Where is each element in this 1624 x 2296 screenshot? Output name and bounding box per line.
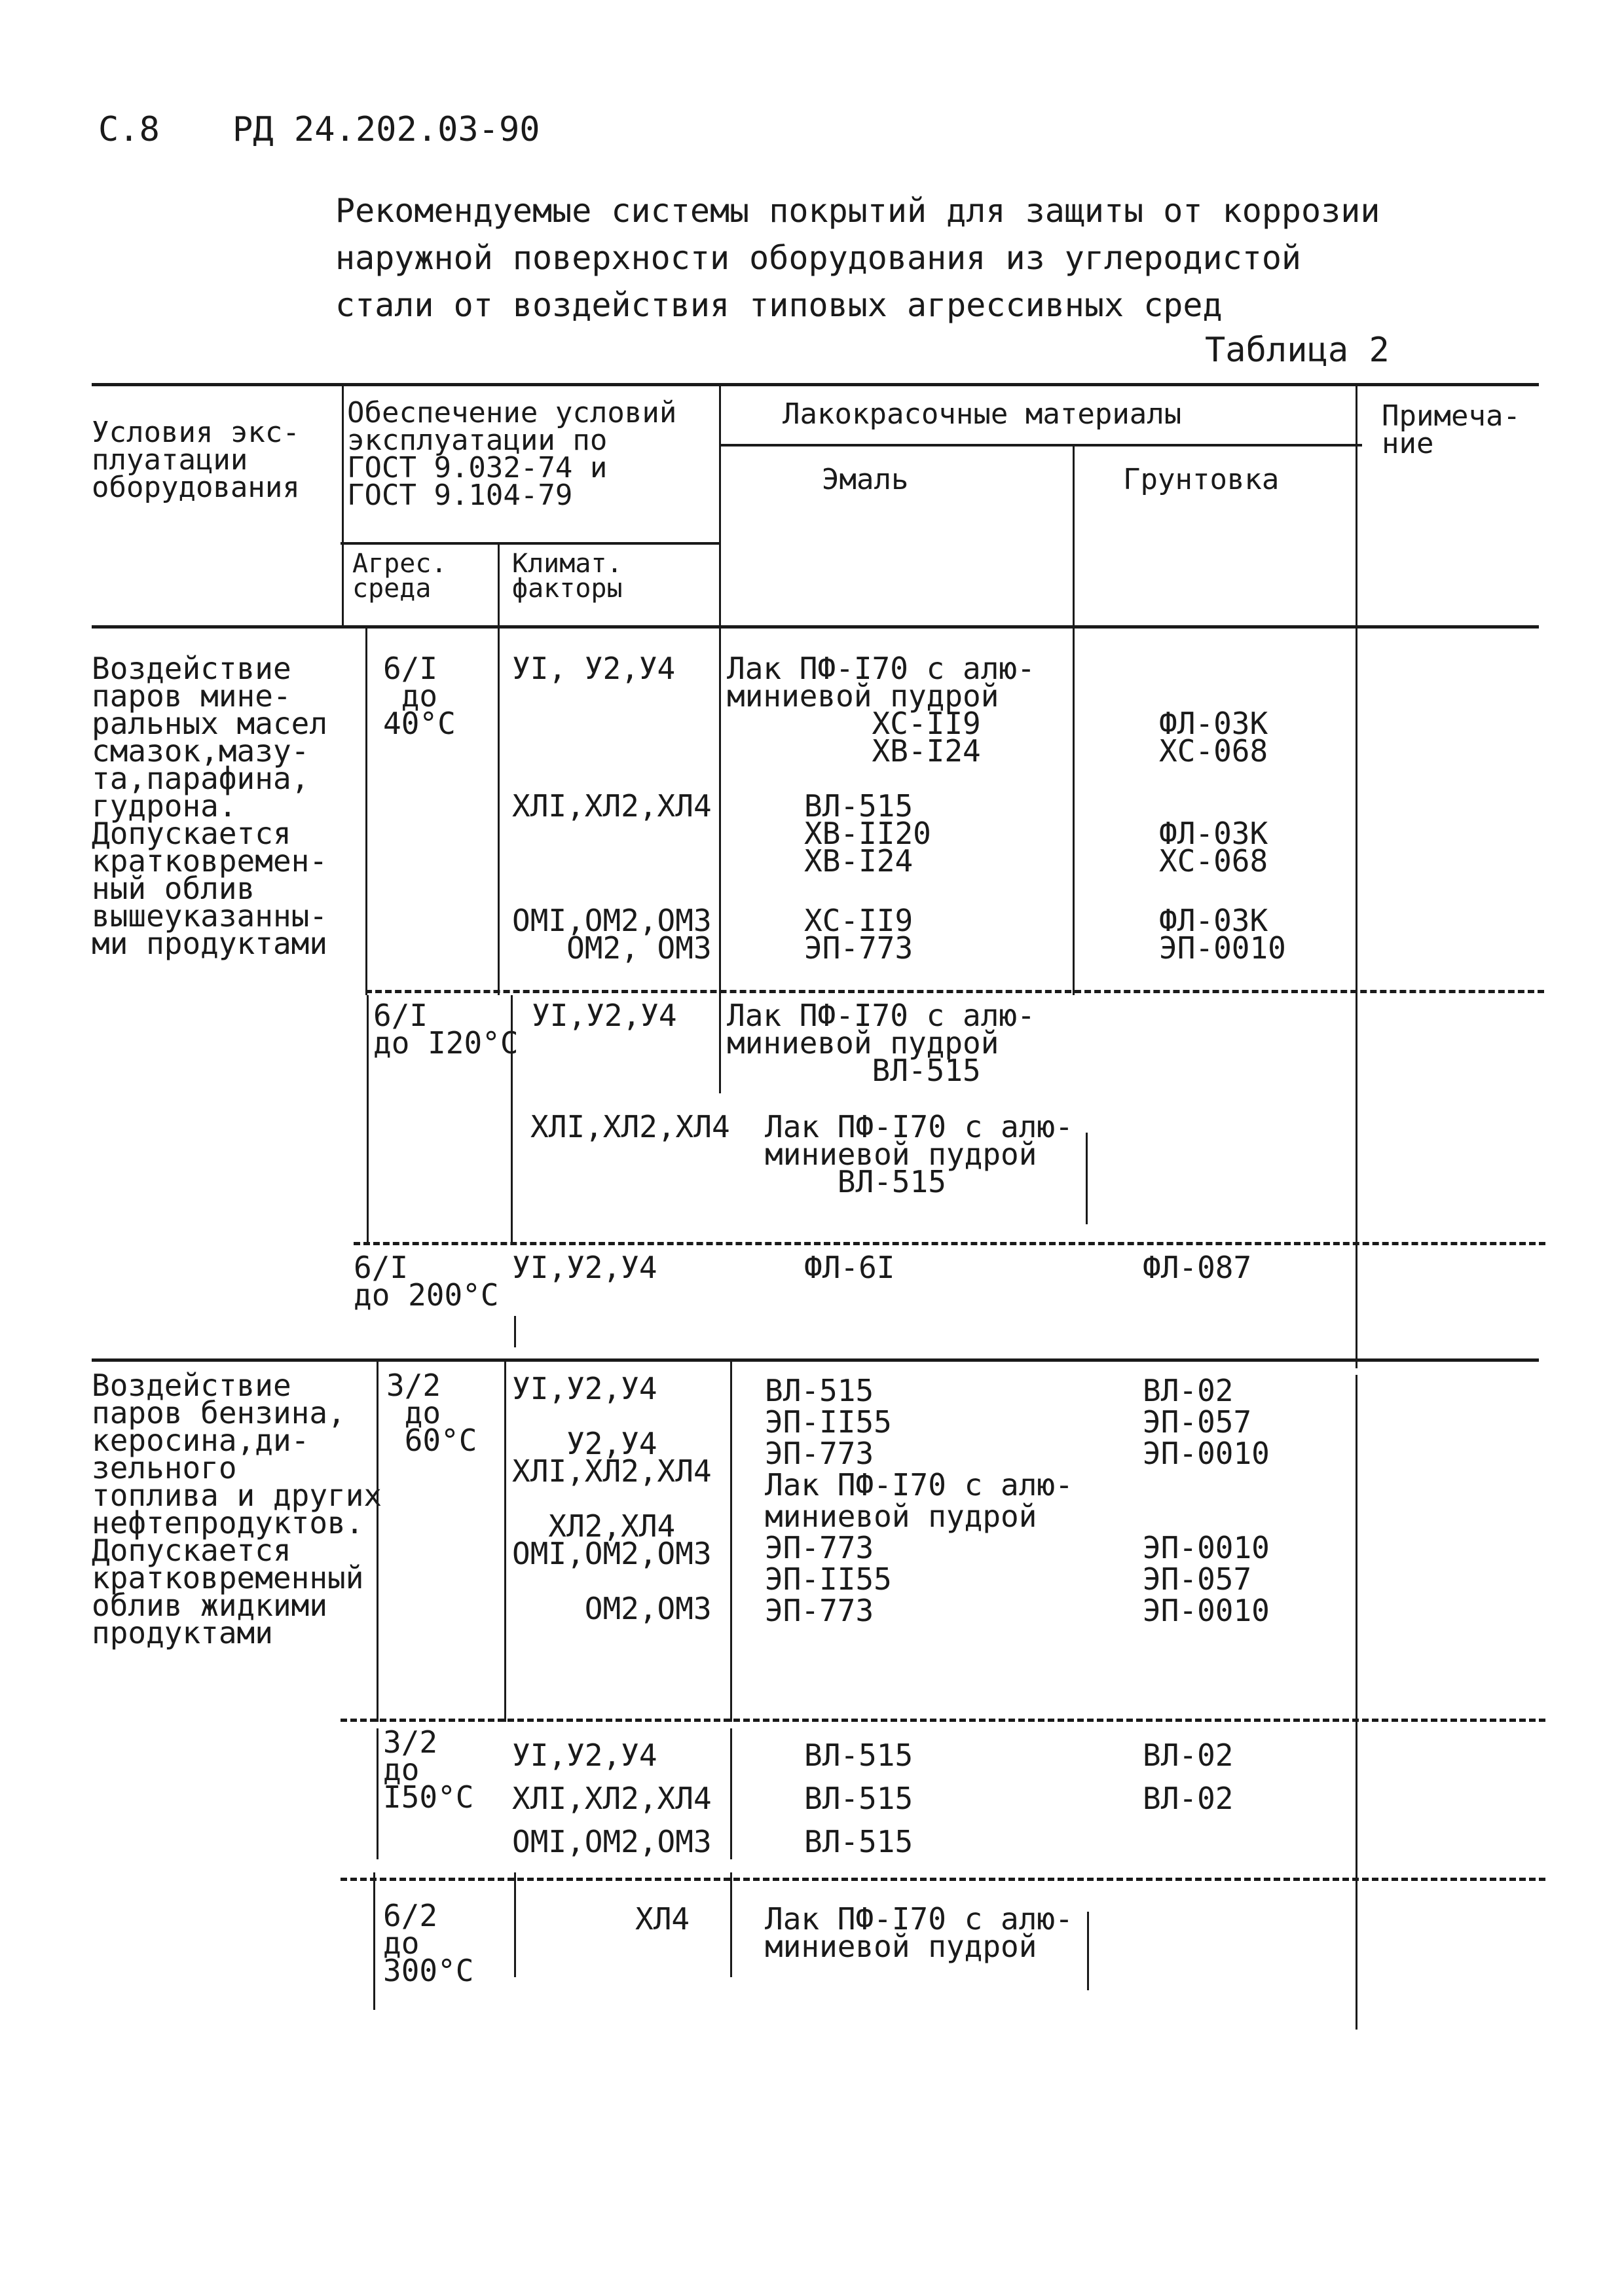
header-note: Примеча- ние — [1382, 399, 1521, 460]
table-title-line-1: Рекомендуемые системы покрытий для защиты от коррозии — [335, 192, 1380, 230]
g2-sub3-enamel: Лак ПФ-I70 с алю- миниевой пудрой — [765, 1901, 1073, 1964]
g2-sub2-enamel: ВЛ-515 ВЛ-515 ВЛ-515 — [804, 1738, 913, 1859]
column-divider — [377, 1728, 378, 1859]
header-aggressive-environment: Агрес. среда — [352, 549, 447, 604]
column-divider — [1356, 1375, 1357, 2030]
g1-sub1-enamel-row2: ВЛ-515 ХВ-II20 ХВ-I24 — [804, 788, 931, 879]
g1-sub1-climate-row3: ОМI,ОМ2,ОМ3 ОМ2, ОМ3 — [512, 903, 712, 966]
document-code: РД 24.202.03-90 — [232, 110, 540, 149]
column-divider — [719, 995, 721, 1093]
g1-sub1-climate-row1: УI, У2,У4 — [512, 651, 676, 686]
provision-rule — [341, 542, 720, 545]
g2-sub3-environment: 6/2 до 300°С — [383, 1898, 474, 1988]
g2-sub1-climate: УI,У2,У4 У2,У4 ХЛI,ХЛ2,ХЛ4 ХЛ2,ХЛ4 ОМI,ОМ2,ОМ3 ОМ2,ОМ3 — [512, 1371, 712, 1626]
header-enamel: Эмаль — [822, 463, 909, 496]
header-divider — [1356, 386, 1357, 625]
column-divider — [1356, 629, 1357, 1368]
column-divider — [373, 1872, 375, 2010]
g1-sub2-enamel-row2: Лак ПФ-I70 с алю- миниевой пудрой ВЛ-515 — [765, 1109, 1073, 1199]
header-divider — [498, 545, 500, 625]
column-divider — [514, 1316, 516, 1347]
column-divider — [719, 629, 721, 995]
column-divider — [514, 1872, 516, 1977]
column-divider — [730, 1362, 732, 1722]
g1-sub1-enamel-row1: Лак ПФ-I70 с алю- миниевой пудрой ХС-II9 ХВ-I24 — [727, 651, 1035, 769]
row-separator — [365, 990, 1544, 993]
column-divider — [498, 629, 500, 995]
header-divider — [1073, 446, 1075, 625]
g1-sub1-climate-row2: ХЛI,ХЛ2,ХЛ4 — [512, 788, 712, 824]
column-divider — [1073, 629, 1075, 995]
g1-sub2-environment: 6/I до I20°С — [373, 998, 519, 1061]
group2-conditions: Воздействие паров бензина, керосина,ди- зельного топлива и других нефтепродуктов. Допускается кратковременный облив жидкими продуктами — [92, 1368, 382, 1650]
g1-sub1-environment: 6/I до 40°С — [383, 651, 456, 741]
header-divider — [342, 386, 344, 625]
row-separator — [341, 1878, 1545, 1881]
group1-conditions: Воздействие паров мине- ральных масел смазок,мазу- та,парафина, гудрона. Допускается кратковремен- ный облив вышеуказанны- ми продуктами — [92, 651, 328, 961]
column-divider — [365, 629, 367, 995]
g1-sub1-enamel-row3: ХС-II9 ЭП-773 — [804, 903, 913, 966]
header-primer: Грунтовка — [1123, 463, 1280, 496]
materials-rule — [720, 444, 1362, 446]
table-title-line-2: наружной поверхности оборудования из углеродистой — [335, 239, 1302, 277]
g1-sub2-climate-row1: УI,У2,У4 — [532, 998, 677, 1033]
header-conditions: Условия экс- плуатации оборудования — [92, 416, 300, 504]
header-climate-factors: Климат. факторы — [512, 549, 623, 604]
g2-sub2-climate: УI,У2,У4 ХЛI,ХЛ2,ХЛ4 ОМI,ОМ2,ОМ3 — [512, 1738, 712, 1859]
g1-sub3-climate: УI,У2,У4 — [512, 1250, 657, 1285]
row-separator — [341, 1719, 1545, 1722]
g1-sub3-enamel: ФЛ-6I — [804, 1250, 895, 1285]
g1-sub1-primer-row1: ФЛ-03К ХС-068 — [1159, 706, 1268, 769]
column-divider — [730, 1872, 732, 1977]
header-divider — [719, 386, 721, 625]
column-divider — [730, 1728, 732, 1859]
header-paint-materials: Лакокрасочные материалы — [783, 397, 1182, 431]
table-label: Таблица 2 — [1205, 331, 1390, 370]
header-bottom-rule — [92, 625, 1539, 629]
header-provision: Обеспечение условий эксплуатации по ГОСТ 9.032-74 и ГОСТ 9.104-79 — [347, 396, 677, 512]
g1-sub1-primer-row2: ФЛ-03К ХС-068 — [1159, 816, 1268, 879]
column-divider — [1086, 1133, 1088, 1224]
g2-sub3-climate: ХЛ4 — [635, 1901, 690, 1937]
table-title-line-3: стали от воздействия типовых агрессивных сред — [335, 286, 1223, 324]
g2-sub1-primer: ВЛ-02 ЭП-057 ЭП-0010 ЭП-0010 ЭП-057 ЭП-0010 — [1143, 1373, 1270, 1628]
column-divider — [1087, 1912, 1089, 1990]
g1-sub2-enamel-row1: Лак ПФ-I70 с алю- миниевой пудрой ВЛ-515 — [727, 998, 1035, 1088]
g2-sub2-environment: 3/2 до I50°С — [383, 1724, 474, 1815]
group-separator-rule — [92, 1358, 1539, 1362]
g2-sub1-environment: 3/2 до 60°С — [386, 1368, 477, 1458]
column-divider — [367, 995, 369, 1244]
g2-sub1-enamel: ВЛ-515 ЭП-II55 ЭП-773 Лак ПФ-I70 с алю- миниевой пудрой ЭП-773 ЭП-II55 ЭП-773 — [765, 1373, 1073, 1628]
g2-sub2-primer: ВЛ-02 ВЛ-02 — [1143, 1738, 1234, 1816]
column-divider — [504, 1362, 506, 1722]
g1-sub3-environment: 6/I до 200°С — [354, 1250, 499, 1313]
g1-sub2-climate-row2: ХЛI,ХЛ2,ХЛ4 — [530, 1109, 730, 1144]
page-label: С.8 — [98, 110, 160, 149]
table-top-rule — [92, 383, 1539, 386]
g1-sub1-primer-row3: ФЛ-03К ЭП-0010 — [1159, 903, 1286, 966]
row-separator — [354, 1242, 1545, 1245]
g1-sub3-primer: ФЛ-087 — [1143, 1250, 1252, 1285]
